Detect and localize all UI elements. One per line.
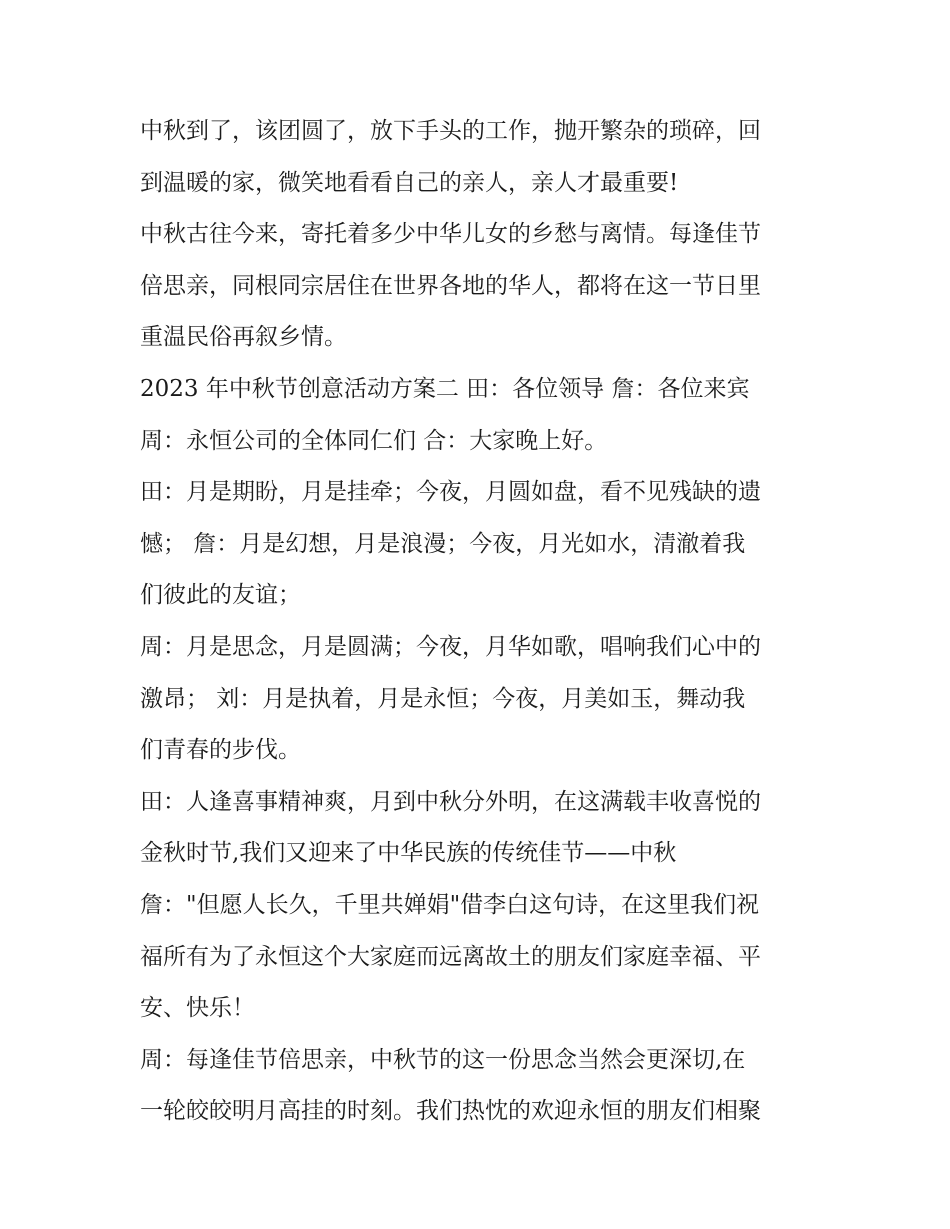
text-line: 中秋古往今来，寄托着多少中华儿女的乡愁与离情。每逢佳节 — [140, 221, 761, 248]
text-line: 倍思亲，同根同宗居住在世界各地的华人，都将在这一节日里 — [140, 272, 761, 299]
text-line: 周：永恒公司的全体同仁们 合：大家晚上好。 — [140, 427, 608, 454]
text-line: 周：每逢佳节倍思亲，中秋节的这一份思念当然会更深切,在 — [140, 1046, 746, 1073]
text-line: 金秋时节,我们又迎来了中华民族的传统佳节——中秋 — [140, 840, 677, 867]
text-line: 田：人逢喜事精神爽，月到中秋分外明，在这满载丰收喜悦的 — [140, 788, 761, 815]
text-line: 福所有为了永恒这个大家庭而远离故土的朋友们家庭幸福、平 — [140, 943, 761, 970]
text-line: 重温民俗再叙乡情。 — [140, 324, 347, 351]
text-line: 们青春的步伐。 — [140, 737, 301, 764]
text-line: 周：月是思念，月是圆满；今夜，月华如歌，唱响我们心中的 — [140, 633, 761, 660]
text-line: 詹："但愿人长久，千里共婵娟"借李白这句诗，在这里我们祝 — [140, 891, 760, 918]
text-line: 们彼此的友谊； — [140, 582, 301, 609]
document-body — [140, 106, 820, 1138]
text-line: 激昂； 刘：月是执着，月是永恒；今夜，月美如玉，舞动我 — [140, 685, 746, 712]
text-line: 到温暖的家，微笑地看看自己的亲人，亲人才最重要! — [140, 169, 679, 196]
text-line: 憾； 詹：月是幻想，月是浪漫；今夜，月光如水，清澈着我 — [140, 530, 746, 557]
text-line: 一轮皎皎明月高挂的时刻。我们热忱的欢迎永恒的朋友们相聚 — [140, 1098, 761, 1125]
text-line: 中秋到了，该团圆了，放下手头的工作，抛开繁杂的琐碎，回 — [140, 118, 761, 144]
text-line: 田：月是期盼，月是挂牵；今夜，月圆如盘，看不见残缺的遗 — [140, 479, 761, 506]
text-line: 2023 年中秋节创意活动方案二 田：各位领导 詹：各位来宾 — [140, 375, 750, 402]
text-line: 安、快乐！ — [140, 995, 255, 1022]
